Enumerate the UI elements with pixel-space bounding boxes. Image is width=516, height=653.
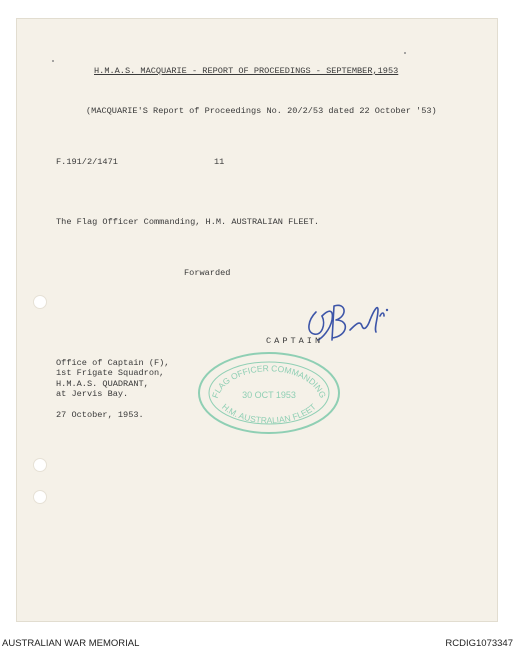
punch-hole — [33, 458, 47, 472]
svg-text:H.M. AUSTRALIAN FLEET: H.M. AUSTRALIAN FLEET — [220, 401, 318, 426]
signatory-title: CAPTAIN — [266, 336, 324, 346]
received-stamp — [194, 347, 344, 443]
document-date: 27 October, 1953. — [56, 410, 144, 420]
svg-text:FLAG OFFICER COMMANDING: FLAG OFFICER COMMANDING — [209, 363, 329, 400]
paper-speck — [404, 52, 406, 54]
svg-text:30 OCT 1953: 30 OCT 1953 — [242, 390, 296, 400]
forwarded-note: Forwarded — [184, 268, 231, 278]
punch-hole — [33, 490, 47, 504]
punch-hole — [33, 295, 47, 309]
archive-id: RCDIG1073347 — [445, 638, 513, 649]
archive-credit: AUSTRALIAN WAR MEMORIAL — [2, 638, 140, 649]
office-line: at Jervis Bay. — [56, 389, 129, 400]
office-line: Office of Captain (F), — [56, 358, 170, 368]
addressee: The Flag Officer Commanding, H.M. AUSTRALIAN FLEET. — [56, 217, 320, 227]
office-address — [56, 358, 169, 400]
file-reference: F.191/2/1471 — [56, 157, 118, 167]
report-reference: (MACQUARIE'S Report of Proceedings No. 20/2/53 dated 22 October '53) — [86, 106, 437, 116]
paper-speck — [52, 60, 54, 62]
item-number: 11 — [214, 157, 225, 167]
office-line: H.M.A.S. QUADRANT, — [56, 378, 149, 389]
report-title: H.M.A.S. MACQUARIE - REPORT OF PROCEEDINGS - SEPTEMBER,1953 — [94, 66, 399, 76]
office-line: 1st Frigate Squadron, — [56, 368, 165, 379]
